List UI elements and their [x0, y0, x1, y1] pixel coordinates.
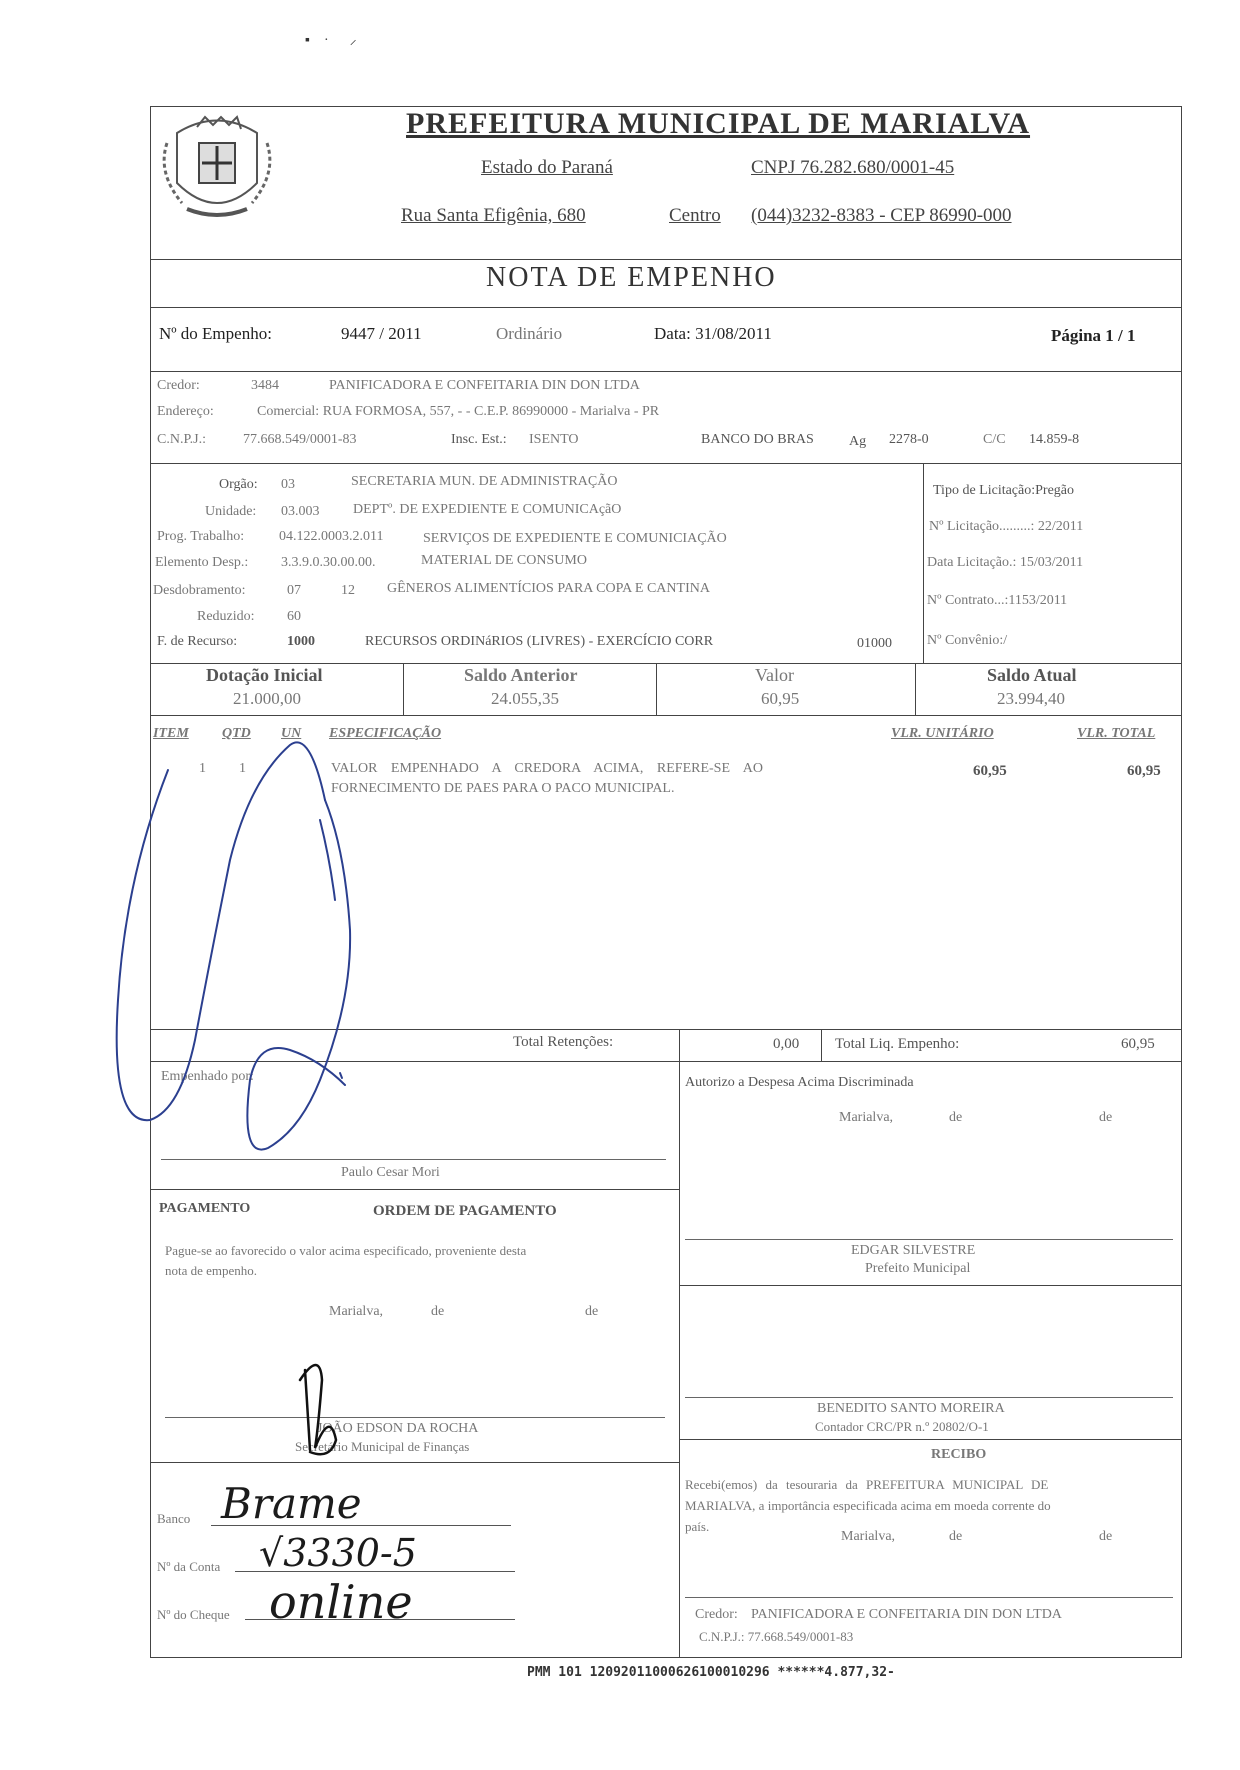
valor-label: Valor: [755, 665, 794, 685]
saldo-atual-value: 23.994,40: [997, 689, 1065, 708]
fonte-value: RECURSOS ORDINáRIOS (LIVRES) - EXERCÍCIO CORR: [365, 634, 714, 649]
credor-label: Credor:: [157, 378, 200, 393]
nota-empenho-form: [150, 106, 1182, 1658]
numero-convenio: Nº Convênio:/: [927, 633, 1008, 648]
endereco-label: Endereço:: [157, 404, 214, 419]
contador-cargo: Contador CRC/PR n.º 20802/O-1: [815, 1419, 989, 1434]
state-label: Estado do Paraná: [481, 157, 613, 178]
autorizo-label: Autorizo a Despesa Acima Discriminada: [685, 1075, 914, 1090]
desdobramento-value: GÊNEROS ALIMENTÍCIOS PARA COPA E CANTINA: [387, 581, 710, 596]
contador-nome: BENEDITO SANTO MOREIRA: [817, 1401, 1005, 1416]
insc-label: Insc. Est.:: [451, 432, 507, 447]
credor-code: 3484: [251, 378, 279, 393]
credor-name: PANIFICADORA E CONFEITARIA DIN DON LTDA: [329, 378, 640, 393]
col-header-qtd: QTD: [222, 726, 251, 741]
recibo-text-line2: MARIALVA, a importância especificada acima em moeda corrente do: [685, 1498, 1051, 1513]
recibo-cnpj: C.N.P.J.: 77.668.549/0001-83: [699, 1629, 854, 1644]
reduzido-label: Reduzido:: [197, 609, 255, 624]
numero-licitacao: Nº Licitação.........: 22/2011: [929, 519, 1084, 534]
empenho-date: Data: 31/08/2011: [654, 324, 772, 343]
desdobramento-code2: 12: [341, 583, 355, 598]
pague-text-line1: Pague-se ao favorecido o valor acima especificado, proveniente desta: [165, 1243, 527, 1258]
recibo-title: RECIBO: [931, 1447, 987, 1462]
recibo-cidade: Marialva,: [841, 1529, 896, 1544]
unidade-code: 03.003: [281, 504, 320, 519]
unidade-value: DEPTº. DE EXPEDIENTE E COMUNICAçãO: [353, 502, 622, 517]
cnpj-label: CNPJ 76.282.680/0001-45: [751, 157, 955, 178]
banco-label: Banco: [157, 1511, 191, 1526]
prog-code: 04.122.0003.2.011: [279, 529, 384, 544]
empenhado-por-label: Empenhado por:: [161, 1069, 254, 1084]
orgao-code: 03: [281, 477, 295, 492]
saldo-anterior-value: 24.055,35: [491, 689, 559, 708]
data-licitacao: Data Licitação.: 15/03/2011: [927, 555, 1084, 570]
prog-value: SERVIÇOS DE EXPEDIENTE E COMUNICIAÇÃO: [423, 531, 727, 546]
empenho-type: Ordinário: [496, 324, 563, 343]
recibo-credor-value: PANIFICADORA E CONFEITARIA DIN DON LTDA: [751, 1607, 1062, 1622]
desdobramento-code1: 07: [287, 583, 301, 598]
row-unit: 60,95: [973, 763, 1007, 779]
pague-de1: de: [431, 1304, 445, 1319]
cnpj-credor-value: 77.668.549/0001-83: [243, 432, 357, 447]
empenhado-nome: Paulo Cesar Mori: [341, 1165, 440, 1180]
row-espec-line1: VALOR EMPENHADO A CREDORA ACIMA, REFERE-SE AO: [331, 761, 763, 776]
row-item: 1: [199, 761, 206, 776]
prog-label: Prog. Trabalho:: [157, 529, 245, 544]
total-liq-value: 60,95: [1121, 1036, 1155, 1052]
saldo-anterior-label: Saldo Anterior: [464, 665, 578, 685]
pague-de2: de: [585, 1304, 599, 1319]
footer-code: PMM 101 12092011000626100010296 ******4.877,32-: [527, 1665, 895, 1680]
row-total: 60,95: [1127, 763, 1161, 779]
recibo-text-line3: país.: [685, 1519, 710, 1534]
pague-text-line2: nota de empenho.: [165, 1263, 258, 1278]
recibo-de1: de: [949, 1529, 963, 1544]
orgao-value: SECRETARIA MUN. DE ADMINISTRAÇÃO: [351, 474, 618, 489]
conta-handwritten: √3330-5: [259, 1531, 417, 1575]
page-title: PREFEITURA MUNICIPAL DE MARIALVA: [406, 107, 1031, 140]
dotacao-value: 21.000,00: [233, 689, 301, 708]
conta-label: Nº da Conta: [157, 1559, 221, 1574]
recibo-credor-label: Credor:: [695, 1607, 738, 1622]
fonte-code2: 01000: [857, 636, 892, 651]
agency-label: Ag: [849, 434, 867, 449]
retencoes-value: 0,00: [773, 1036, 800, 1052]
saldo-atual-label: Saldo Atual: [987, 665, 1077, 685]
autorizo-cidade: Marialva,: [839, 1110, 894, 1125]
phone-label: (044)3232-8383 - CEP 86990-000: [751, 205, 1012, 226]
empenho-label: Nº do Empenho:: [159, 324, 272, 343]
retencoes-label: Total Retenções:: [513, 1034, 614, 1050]
row-qtd: 1: [239, 761, 246, 776]
address-label: Rua Santa Efigênia, 680: [401, 205, 586, 226]
col-header-espec: ESPECIFICAÇÃO: [329, 726, 442, 741]
bank-name: BANCO DO BRAS: [701, 432, 814, 447]
secretario-nome: JOÃO EDSON DA ROCHA: [317, 1421, 479, 1436]
district-label: Centro: [669, 205, 721, 226]
col-header-total: VLR. TOTAL: [1077, 726, 1156, 741]
reduzido-value: 60: [287, 609, 301, 624]
page-number: Página 1 / 1: [1051, 326, 1136, 345]
unidade-label: Unidade:: [205, 504, 257, 519]
pague-cidade: Marialva,: [329, 1304, 384, 1319]
cnpj-credor-label: C.N.P.J.:: [157, 432, 207, 447]
banco-handwritten: Brame: [221, 1479, 362, 1528]
insc-value: ISENTO: [529, 432, 579, 447]
cheque-handwritten: online: [269, 1575, 413, 1629]
tipo-licitacao: Tipo de Licitação:Pregão: [933, 483, 1075, 498]
endereco-value: Comercial: RUA FORMOSA, 557, - - C.E.P. 86990000 - Marialva - PR: [257, 404, 660, 419]
ordem-pagamento-label: ORDEM DE PAGAMENTO: [373, 1203, 557, 1219]
coat-of-arms-icon: [157, 113, 277, 223]
scan-marks: ▪ · ⸝: [305, 33, 357, 48]
total-liq-label: Total Liq. Empenho:: [835, 1036, 960, 1052]
recibo-text-line1: Recebi(emos) da tesouraria da PREFEITURA MUNICIPAL DE: [685, 1477, 1049, 1492]
secretario-cargo: Secretário Municipal de Finanças: [295, 1439, 470, 1454]
col-header-un: UN: [281, 726, 302, 741]
orgao-label: Orgão:: [219, 477, 258, 492]
valor-value: 60,95: [761, 689, 800, 708]
cheque-label: Nº do Cheque: [157, 1607, 230, 1622]
empenho-number: 9447 / 2011: [341, 324, 422, 343]
autorizo-de2: de: [1099, 1110, 1113, 1125]
elemento-label: Elemento Desp.:: [155, 555, 249, 570]
pagamento-label: PAGAMENTO: [159, 1201, 251, 1216]
dotacao-label: Dotação Inicial: [206, 665, 323, 685]
elemento-code: 3.3.9.0.30.00.00.: [281, 555, 376, 570]
fonte-label: F. de Recurso:: [157, 634, 238, 649]
account-label: C/C: [983, 432, 1006, 447]
prefeito-nome: EDGAR SILVESTRE: [851, 1243, 976, 1258]
numero-contrato: Nº Contrato...:1153/2011: [927, 593, 1068, 608]
account-value: 14.859-8: [1029, 432, 1080, 447]
row-espec-line2: FORNECIMENTO DE PAES PARA O PACO MUNICIPAL.: [331, 781, 675, 796]
col-header-unit: VLR. UNITÁRIO: [891, 726, 994, 741]
document-title: NOTA DE EMPENHO: [486, 262, 777, 293]
col-header-item: ITEM: [153, 726, 189, 741]
desdobramento-label: Desdobramento:: [153, 583, 246, 598]
elemento-value: MATERIAL DE CONSUMO: [421, 553, 587, 568]
autorizo-de1: de: [949, 1110, 963, 1125]
agency-value: 2278-0: [889, 432, 929, 447]
prefeito-cargo: Prefeito Municipal: [865, 1261, 971, 1276]
recibo-de2: de: [1099, 1529, 1113, 1544]
fonte-code: 1000: [287, 634, 315, 649]
